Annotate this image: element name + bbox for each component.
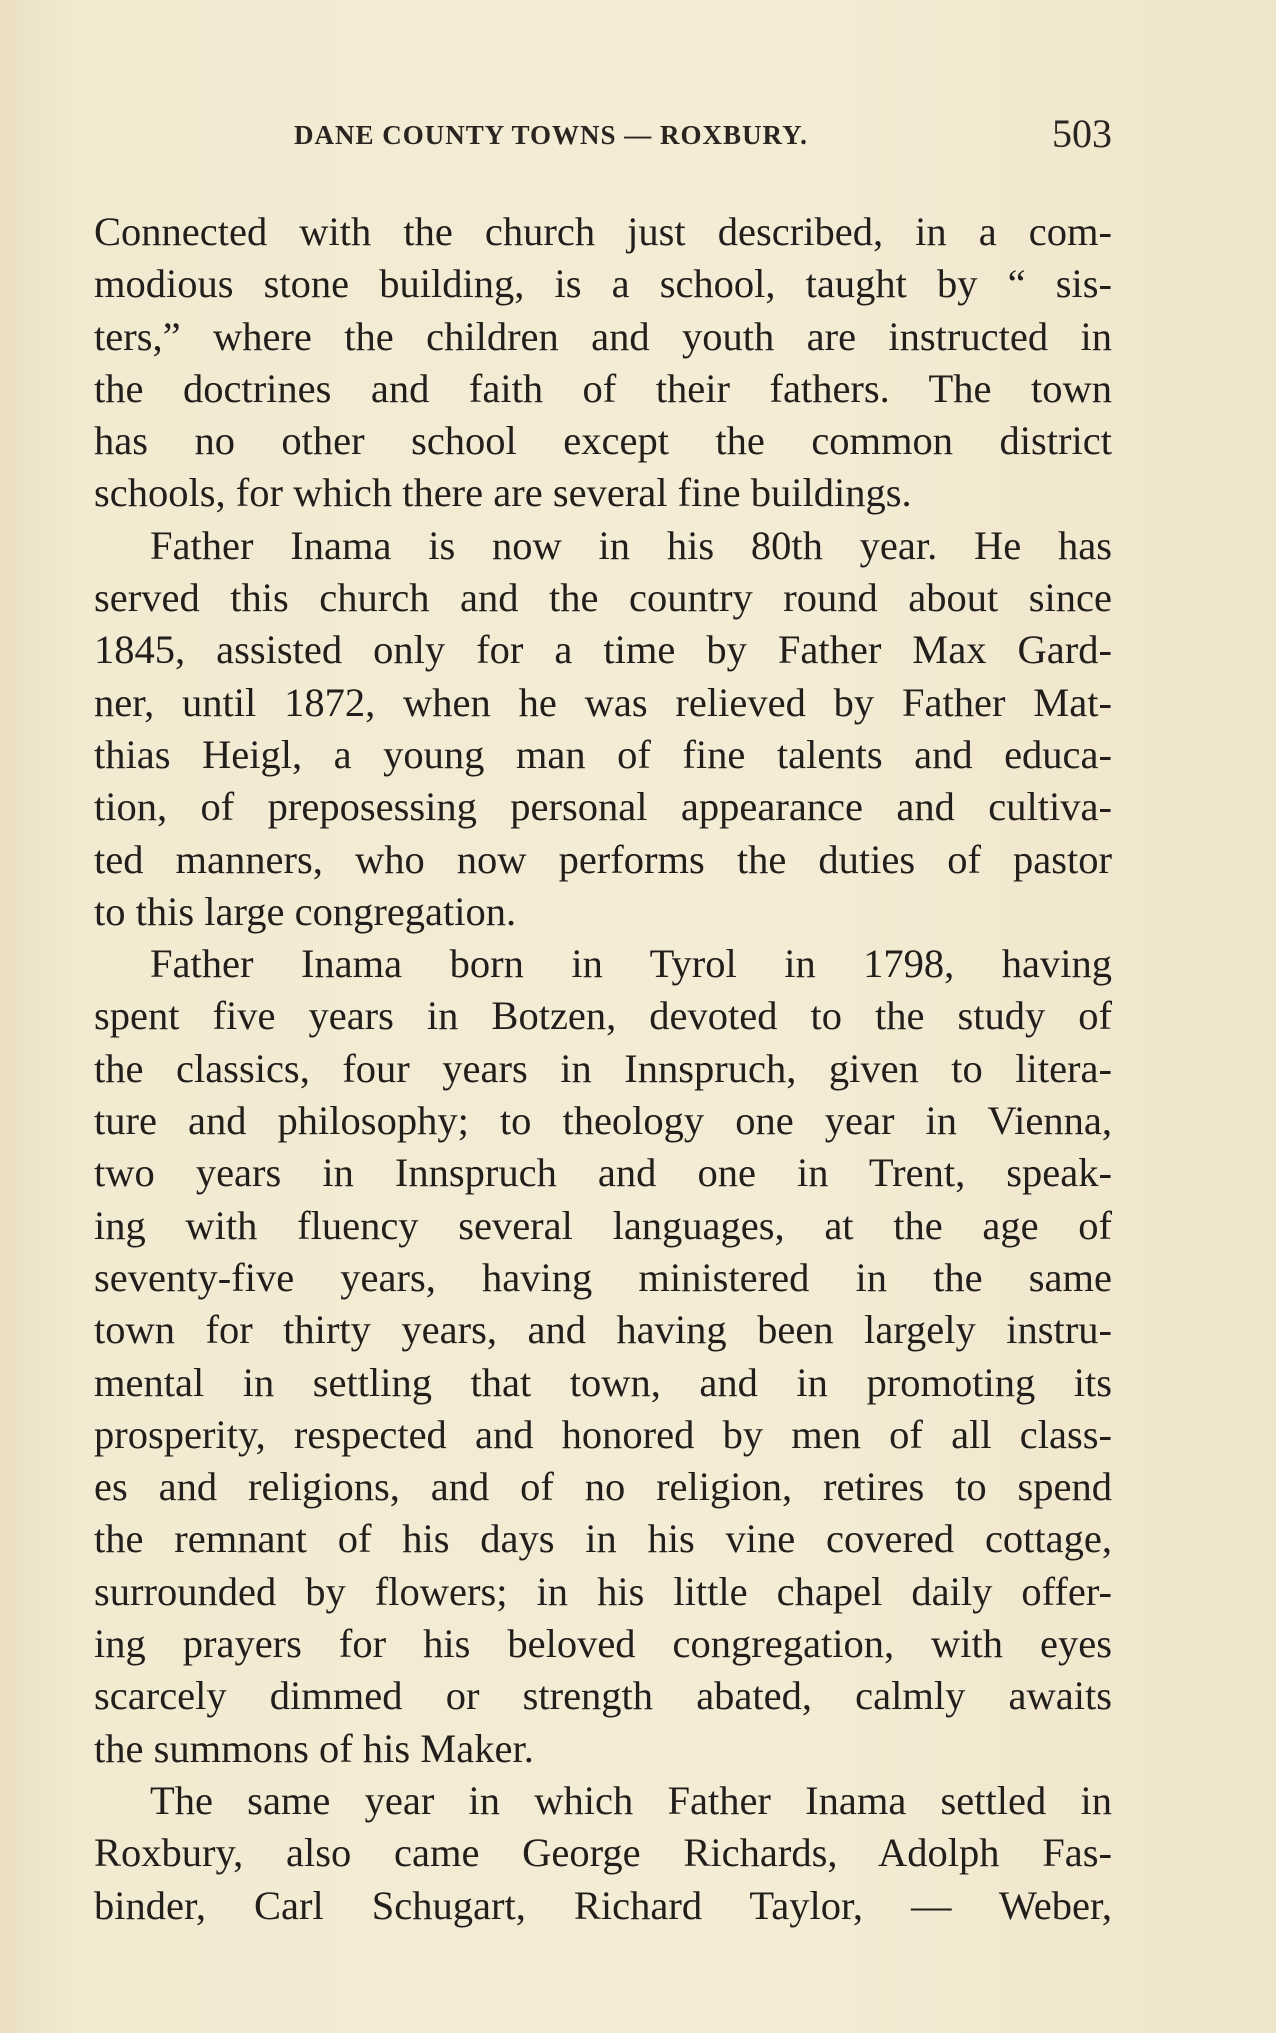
text-line: the summons of his Maker. [94, 1725, 534, 1771]
text-line: mental in settling that town, and in promoting its [94, 1359, 1112, 1405]
text-line: the classics, four years in Innspruch, given to litera- [94, 1045, 1112, 1091]
page-header [94, 110, 1112, 166]
text-line: surrounded by flowers; in his little chapel daily offer- [94, 1568, 1112, 1614]
text-line: schools, for which there are several fine buildings. [94, 470, 912, 516]
text-line: Roxbury, also came George Richards, Adolph Fas- [94, 1830, 1112, 1876]
text-line: ters,” where the children and youth are instructed in [94, 313, 1112, 359]
text-line: The same year in which Father Inama settled in [150, 1777, 1112, 1823]
body-text [94, 206, 1112, 1932]
text-line: scarcely dimmed or strength abated, calmly awaits [94, 1673, 1112, 1719]
text-line: town for thirty years, and having been largely instru- [94, 1307, 1112, 1353]
text-line: the remnant of his days in his vine covered cottage, [94, 1516, 1112, 1562]
page-number: 503 [1052, 111, 1112, 156]
text-line: served this church and the country round about since [94, 575, 1112, 621]
text-line: binder, Carl Schugart, Richard Taylor, — Weber, [94, 1882, 1112, 1928]
text-line: two years in Innspruch and one in Trent, speak- [94, 1150, 1112, 1196]
paragraph-father-inama-age [94, 520, 1112, 938]
text-line: ture and philosophy; to theology one year in Vienna, [94, 1098, 1112, 1144]
paragraph-school [94, 206, 1112, 520]
text-line: thias Heigl, a young man of fine talents and educa- [94, 731, 1112, 777]
text-line: Connected with the church just described, in a com- [94, 209, 1112, 254]
text-line: the doctrines and faith of their fathers. The town [94, 365, 1112, 411]
paragraph-father-inama-biography [94, 938, 1112, 1775]
text-line: tion, of preposessing personal appearance and cultiva- [94, 784, 1112, 830]
text-line: has no other school except the common district [94, 418, 1112, 464]
text-line: Father Inama is now in his 80th year. He has [150, 522, 1112, 568]
paragraph-settlers [94, 1775, 1112, 1932]
running-head: DANE COUNTY TOWNS — ROXBURY. [294, 120, 808, 150]
text-line: ing with fluency several languages, at the age of [94, 1202, 1112, 1248]
text-line: 1845, assisted only for a time by Father Max Gard- [94, 627, 1112, 673]
text-line: seventy-five years, having ministered in the same [94, 1254, 1112, 1300]
text-line: Father Inama born in Tyrol in 1798, having [150, 941, 1112, 987]
text-line: spent five years in Botzen, devoted to the study of [94, 993, 1112, 1039]
text-line: to this large congregation. [94, 888, 517, 934]
text-line: es and religions, and of no religion, retires to spend [94, 1464, 1112, 1510]
text-line: ner, until 1872, when he was relieved by Father Mat- [94, 679, 1112, 725]
text-line: ing prayers for his beloved congregation, with eyes [94, 1621, 1112, 1667]
text-line: prosperity, respected and honored by men of all class- [94, 1411, 1112, 1457]
text-line: ted manners, who now performs the duties of pastor [94, 836, 1112, 882]
text-line: modious stone building, is a school, taught by “ sis- [94, 261, 1112, 307]
